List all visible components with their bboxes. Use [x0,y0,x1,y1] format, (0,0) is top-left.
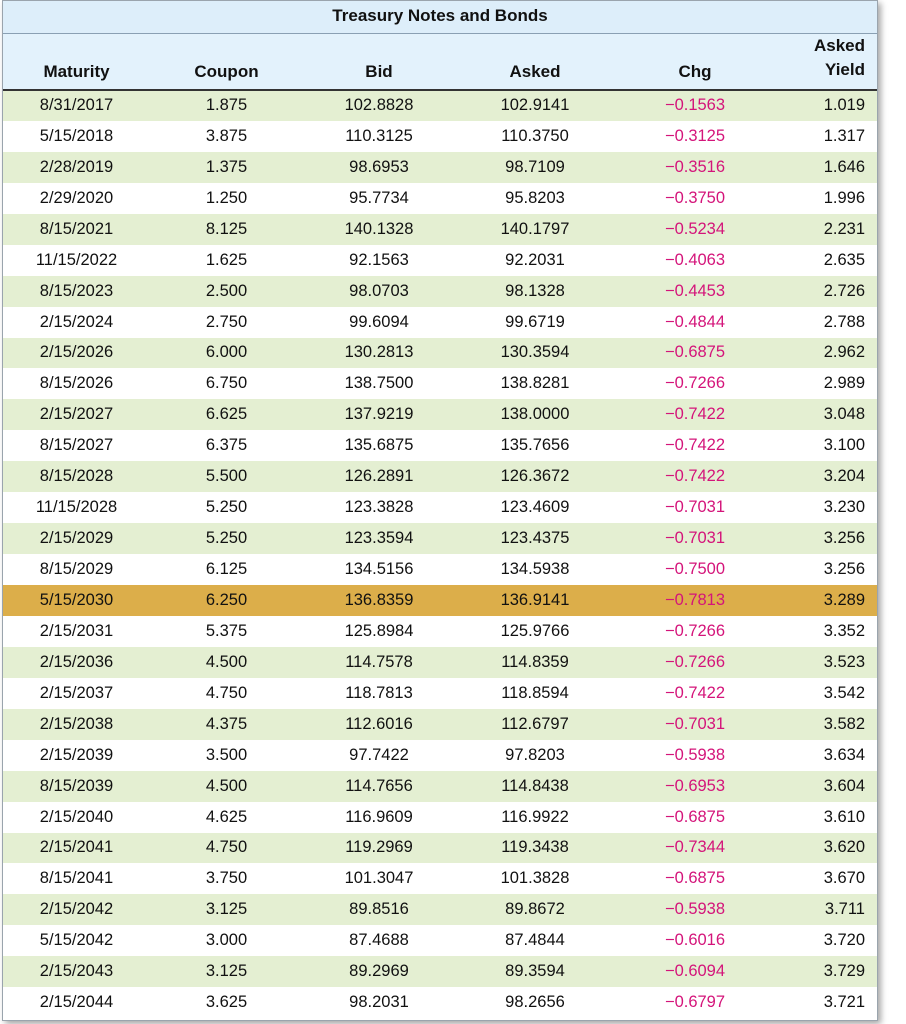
coupon-cell: 1.250 [205,188,248,207]
asked-yield-cell: 3.204 [823,467,865,486]
bid-cell: 112.6016 [345,714,413,733]
bid-cell: 92.1563 [349,250,409,269]
asked-cell: 125.9766 [500,621,570,640]
asked-yield-cell: 1.996 [823,188,865,207]
bid-cell: 114.7656 [345,776,413,795]
asked-yield-cell: 3.604 [823,776,865,795]
header-coupon: Coupon [150,34,303,90]
asked-yield-cell: 3.670 [823,869,865,888]
asked-yield-cell: 3.256 [823,560,865,579]
header-asked-yield-label: Asked Yield [813,36,865,79]
coupon-cell: 4.500 [205,776,248,795]
asked-yield-cell: 2.788 [823,312,865,331]
chg-cell: −0.7266 [664,652,726,671]
asked-yield-cell: 1.646 [823,157,865,176]
coupon-cell: 5.250 [205,529,248,548]
asked-cell: 138.8281 [500,374,570,393]
bid-cell: 118.7813 [345,683,413,702]
table-row-highlighted [3,585,878,616]
coupon-cell: 6.000 [205,343,248,362]
asked-cell: 98.1328 [505,281,565,300]
asked-cell: 130.3594 [500,343,570,362]
bid-cell: 123.3594 [344,529,414,548]
maturity-cell: 2/15/2037 [39,683,114,702]
coupon-cell: 3.625 [205,993,248,1012]
maturity-cell: 8/15/2023 [39,281,114,300]
asked-cell: 89.8672 [505,900,565,919]
bid-cell: 136.8359 [344,590,414,609]
coupon-cell: 8.125 [205,219,248,238]
table-row [3,121,878,152]
coupon-cell: 3.875 [205,126,248,145]
bid-cell: 98.0703 [349,281,409,300]
coupon-cell: 6.750 [205,374,248,393]
coupon-cell: 3.125 [205,962,248,981]
asked-cell: 97.8203 [505,745,565,764]
coupon-cell: 6.625 [205,405,248,424]
asked-yield-cell: 3.620 [823,838,865,857]
asked-cell: 140.1797 [500,219,570,238]
table-row [3,368,878,399]
coupon-cell: 5.250 [205,498,248,517]
maturity-cell: 11/15/2022 [35,250,118,269]
asked-cell: 95.8203 [505,188,565,207]
table-row [3,894,878,925]
asked-yield-cell: 2.635 [823,250,865,269]
bid-cell: 125.8984 [344,621,414,640]
asked-cell: 126.3672 [500,467,570,486]
bid-cell: 123.3828 [344,498,414,517]
bid-cell: 99.6094 [349,312,409,331]
chg-cell: −0.3125 [664,126,726,145]
asked-yield-cell: 2.989 [823,374,865,393]
maturity-cell: 8/31/2017 [39,96,114,115]
chg-cell: −0.3750 [664,188,726,207]
chg-cell: −0.6797 [664,993,726,1012]
coupon-cell: 1.625 [205,250,248,269]
asked-cell: 119.3438 [501,838,569,857]
chg-cell: −0.5234 [664,219,726,238]
table-row [3,152,878,183]
maturity-cell: 2/15/2038 [39,714,114,733]
maturity-cell: 8/15/2027 [39,436,114,455]
chg-cell: −0.6094 [664,962,726,981]
coupon-cell: 5.375 [205,621,248,640]
header-asked: Asked [455,34,615,90]
table-row [3,461,878,492]
coupon-cell: 3.000 [205,931,248,950]
maturity-cell: 8/15/2026 [39,374,114,393]
asked-cell: 110.3750 [501,126,569,145]
asked-yield-cell: 3.720 [823,931,865,950]
asked-cell: 99.6719 [505,312,565,331]
table-row [3,276,878,307]
chg-cell: −0.5938 [664,745,726,764]
maturity-cell: 2/15/2043 [39,962,114,981]
chg-cell: −0.4063 [664,250,726,269]
asked-yield-cell: 3.711 [824,900,865,919]
coupon-cell: 1.375 [205,157,248,176]
table-row [3,214,878,245]
chg-cell: −0.7031 [664,498,726,517]
asked-yield-cell: 3.582 [823,714,865,733]
table-row [3,90,878,121]
chg-cell: −0.1563 [664,96,726,115]
bid-cell: 134.5156 [344,560,414,579]
maturity-cell: 2/28/2019 [39,157,114,176]
asked-cell: 123.4375 [500,529,570,548]
table-row [3,863,878,894]
coupon-cell: 2.500 [205,281,248,300]
table-row [3,554,878,585]
maturity-cell: 2/15/2036 [39,652,114,671]
asked-yield-cell: 3.634 [823,745,865,764]
maturity-cell: 11/15/2028 [35,498,118,517]
chg-cell: −0.6953 [664,776,726,795]
asked-yield-cell: 3.610 [823,807,865,826]
asked-yield-cell: 3.230 [823,498,865,517]
asked-yield-cell: 3.542 [823,683,865,702]
asked-yield-cell: 3.729 [823,962,865,981]
chg-cell: −0.6875 [664,343,726,362]
maturity-cell: 8/15/2039 [39,776,114,795]
asked-yield-cell: 3.256 [823,529,865,548]
chg-cell: −0.7500 [664,560,726,579]
table-row [3,430,878,461]
maturity-cell: 2/15/2024 [39,312,114,331]
coupon-cell: 3.500 [205,745,248,764]
bid-cell: 130.2813 [344,343,414,362]
maturity-cell: 2/15/2044 [39,993,114,1012]
maturity-cell: 5/15/2018 [39,126,114,145]
maturity-cell: 2/15/2027 [39,405,114,424]
header-bid: Bid [303,34,455,90]
maturity-cell: 8/15/2029 [39,560,114,579]
maturity-cell: 5/15/2030 [39,590,114,609]
chg-cell: −0.7813 [664,590,726,609]
asked-yield-cell: 3.721 [823,993,865,1012]
coupon-cell: 6.125 [205,560,248,579]
header-asked-yield [775,34,878,90]
coupon-cell: 2.750 [205,312,248,331]
bid-cell: 102.8828 [344,96,414,115]
coupon-cell: 1.875 [205,96,248,115]
table-row [3,399,878,430]
treasury-table [3,34,878,1018]
chg-cell: −0.7266 [664,374,726,393]
asked-yield-cell: 2.962 [823,343,865,362]
table-row [3,833,878,864]
table-row [3,245,878,276]
maturity-cell: 2/15/2040 [39,807,114,826]
coupon-cell: 4.500 [205,652,248,671]
maturity-cell: 8/15/2028 [39,467,114,486]
bid-cell: 116.9609 [345,807,413,826]
table-body [3,90,878,1018]
coupon-cell: 6.375 [205,436,248,455]
asked-yield-cell: 2.726 [823,281,865,300]
table-row [3,616,878,647]
asked-yield-cell: 3.100 [823,436,865,455]
asked-cell: 135.7656 [500,436,570,455]
coupon-cell: 3.125 [205,900,248,919]
header-maturity: Maturity [3,34,150,90]
bid-cell: 135.6875 [344,436,414,455]
table-row [3,987,878,1018]
chg-cell: −0.6016 [664,931,726,950]
asked-cell: 92.2031 [505,250,565,269]
asked-cell: 114.8359 [501,652,569,671]
asked-cell: 134.5938 [500,560,570,579]
chg-cell: −0.5938 [664,900,726,919]
chg-cell: −0.7422 [664,683,726,702]
chg-cell: −0.4844 [664,312,726,331]
chg-cell: −0.4453 [664,281,726,300]
coupon-cell: 4.625 [205,807,248,826]
bid-cell: 114.7578 [345,652,413,671]
table-row [3,925,878,956]
bid-cell: 87.4688 [349,931,409,950]
chg-cell: −0.7266 [664,621,726,640]
maturity-cell: 8/15/2041 [39,869,114,888]
chg-cell: −0.7422 [664,405,726,424]
table-row [3,771,878,802]
table-row [3,307,878,338]
asked-cell: 114.8438 [501,776,569,795]
asked-cell: 118.8594 [501,683,569,702]
chg-cell: −0.7422 [664,467,726,486]
table-row [3,523,878,554]
table-row [3,338,878,369]
table-row [3,709,878,740]
maturity-cell: 5/15/2042 [39,931,114,950]
bid-cell: 98.2031 [349,993,409,1012]
coupon-cell: 5.500 [205,467,248,486]
maturity-cell: 2/29/2020 [39,188,114,207]
coupon-cell: 4.375 [205,714,248,733]
coupon-cell: 6.250 [205,590,248,609]
chg-cell: −0.3516 [664,157,726,176]
table-row [3,183,878,214]
asked-cell: 116.9922 [501,807,569,826]
asked-yield-cell: 3.289 [823,590,865,609]
bid-cell: 89.8516 [349,900,409,919]
chg-cell: −0.7031 [664,714,726,733]
asked-cell: 98.2656 [505,993,565,1012]
maturity-cell: 2/15/2039 [39,745,114,764]
table-row [3,802,878,833]
asked-yield-cell: 3.352 [823,621,865,640]
asked-yield-cell: 2.231 [823,219,865,238]
table-row [3,956,878,987]
bid-cell: 97.7422 [349,745,409,764]
bid-cell: 119.2969 [345,838,413,857]
maturity-cell: 2/15/2041 [39,838,114,857]
bid-cell: 140.1328 [344,219,414,238]
bid-cell: 95.7734 [349,188,409,207]
asked-cell: 98.7109 [505,157,565,176]
table-title: Treasury Notes and Bonds [3,1,877,34]
chg-cell: −0.7344 [664,838,726,857]
asked-yield-cell: 1.317 [823,126,865,145]
bid-cell: 89.2969 [349,962,409,981]
asked-cell: 87.4844 [505,931,565,950]
asked-cell: 101.3828 [500,869,570,888]
table-row [3,740,878,771]
asked-cell: 112.6797 [501,714,569,733]
asked-yield-cell: 1.019 [823,96,865,115]
header-chg: Chg [615,34,775,90]
bid-cell: 137.9219 [344,405,414,424]
bid-cell: 138.7500 [344,374,414,393]
chg-cell: −0.6875 [664,807,726,826]
table-row [3,647,878,678]
asked-yield-cell: 3.048 [823,405,865,424]
coupon-cell: 3.750 [205,869,248,888]
maturity-cell: 2/15/2042 [39,900,114,919]
bid-cell: 126.2891 [344,467,414,486]
treasury-table-panel [2,0,878,1021]
maturity-cell: 8/15/2021 [39,219,114,238]
chg-cell: −0.6875 [664,869,726,888]
chg-cell: −0.7422 [664,436,726,455]
maturity-cell: 2/15/2031 [39,621,114,640]
asked-cell: 102.9141 [500,96,570,115]
bid-cell: 101.3047 [344,869,414,888]
chg-cell: −0.7031 [664,529,726,548]
coupon-cell: 4.750 [205,838,248,857]
bid-cell: 98.6953 [349,157,409,176]
maturity-cell: 2/15/2029 [39,529,114,548]
asked-cell: 136.9141 [500,590,570,609]
header-row [3,34,878,90]
table-row [3,678,878,709]
coupon-cell: 4.750 [205,683,248,702]
asked-yield-cell: 3.523 [823,652,865,671]
bid-cell: 110.3125 [345,126,413,145]
asked-cell: 123.4609 [500,498,570,517]
asked-cell: 138.0000 [500,405,570,424]
asked-cell: 89.3594 [505,962,565,981]
maturity-cell: 2/15/2026 [39,343,114,362]
table-row [3,492,878,523]
